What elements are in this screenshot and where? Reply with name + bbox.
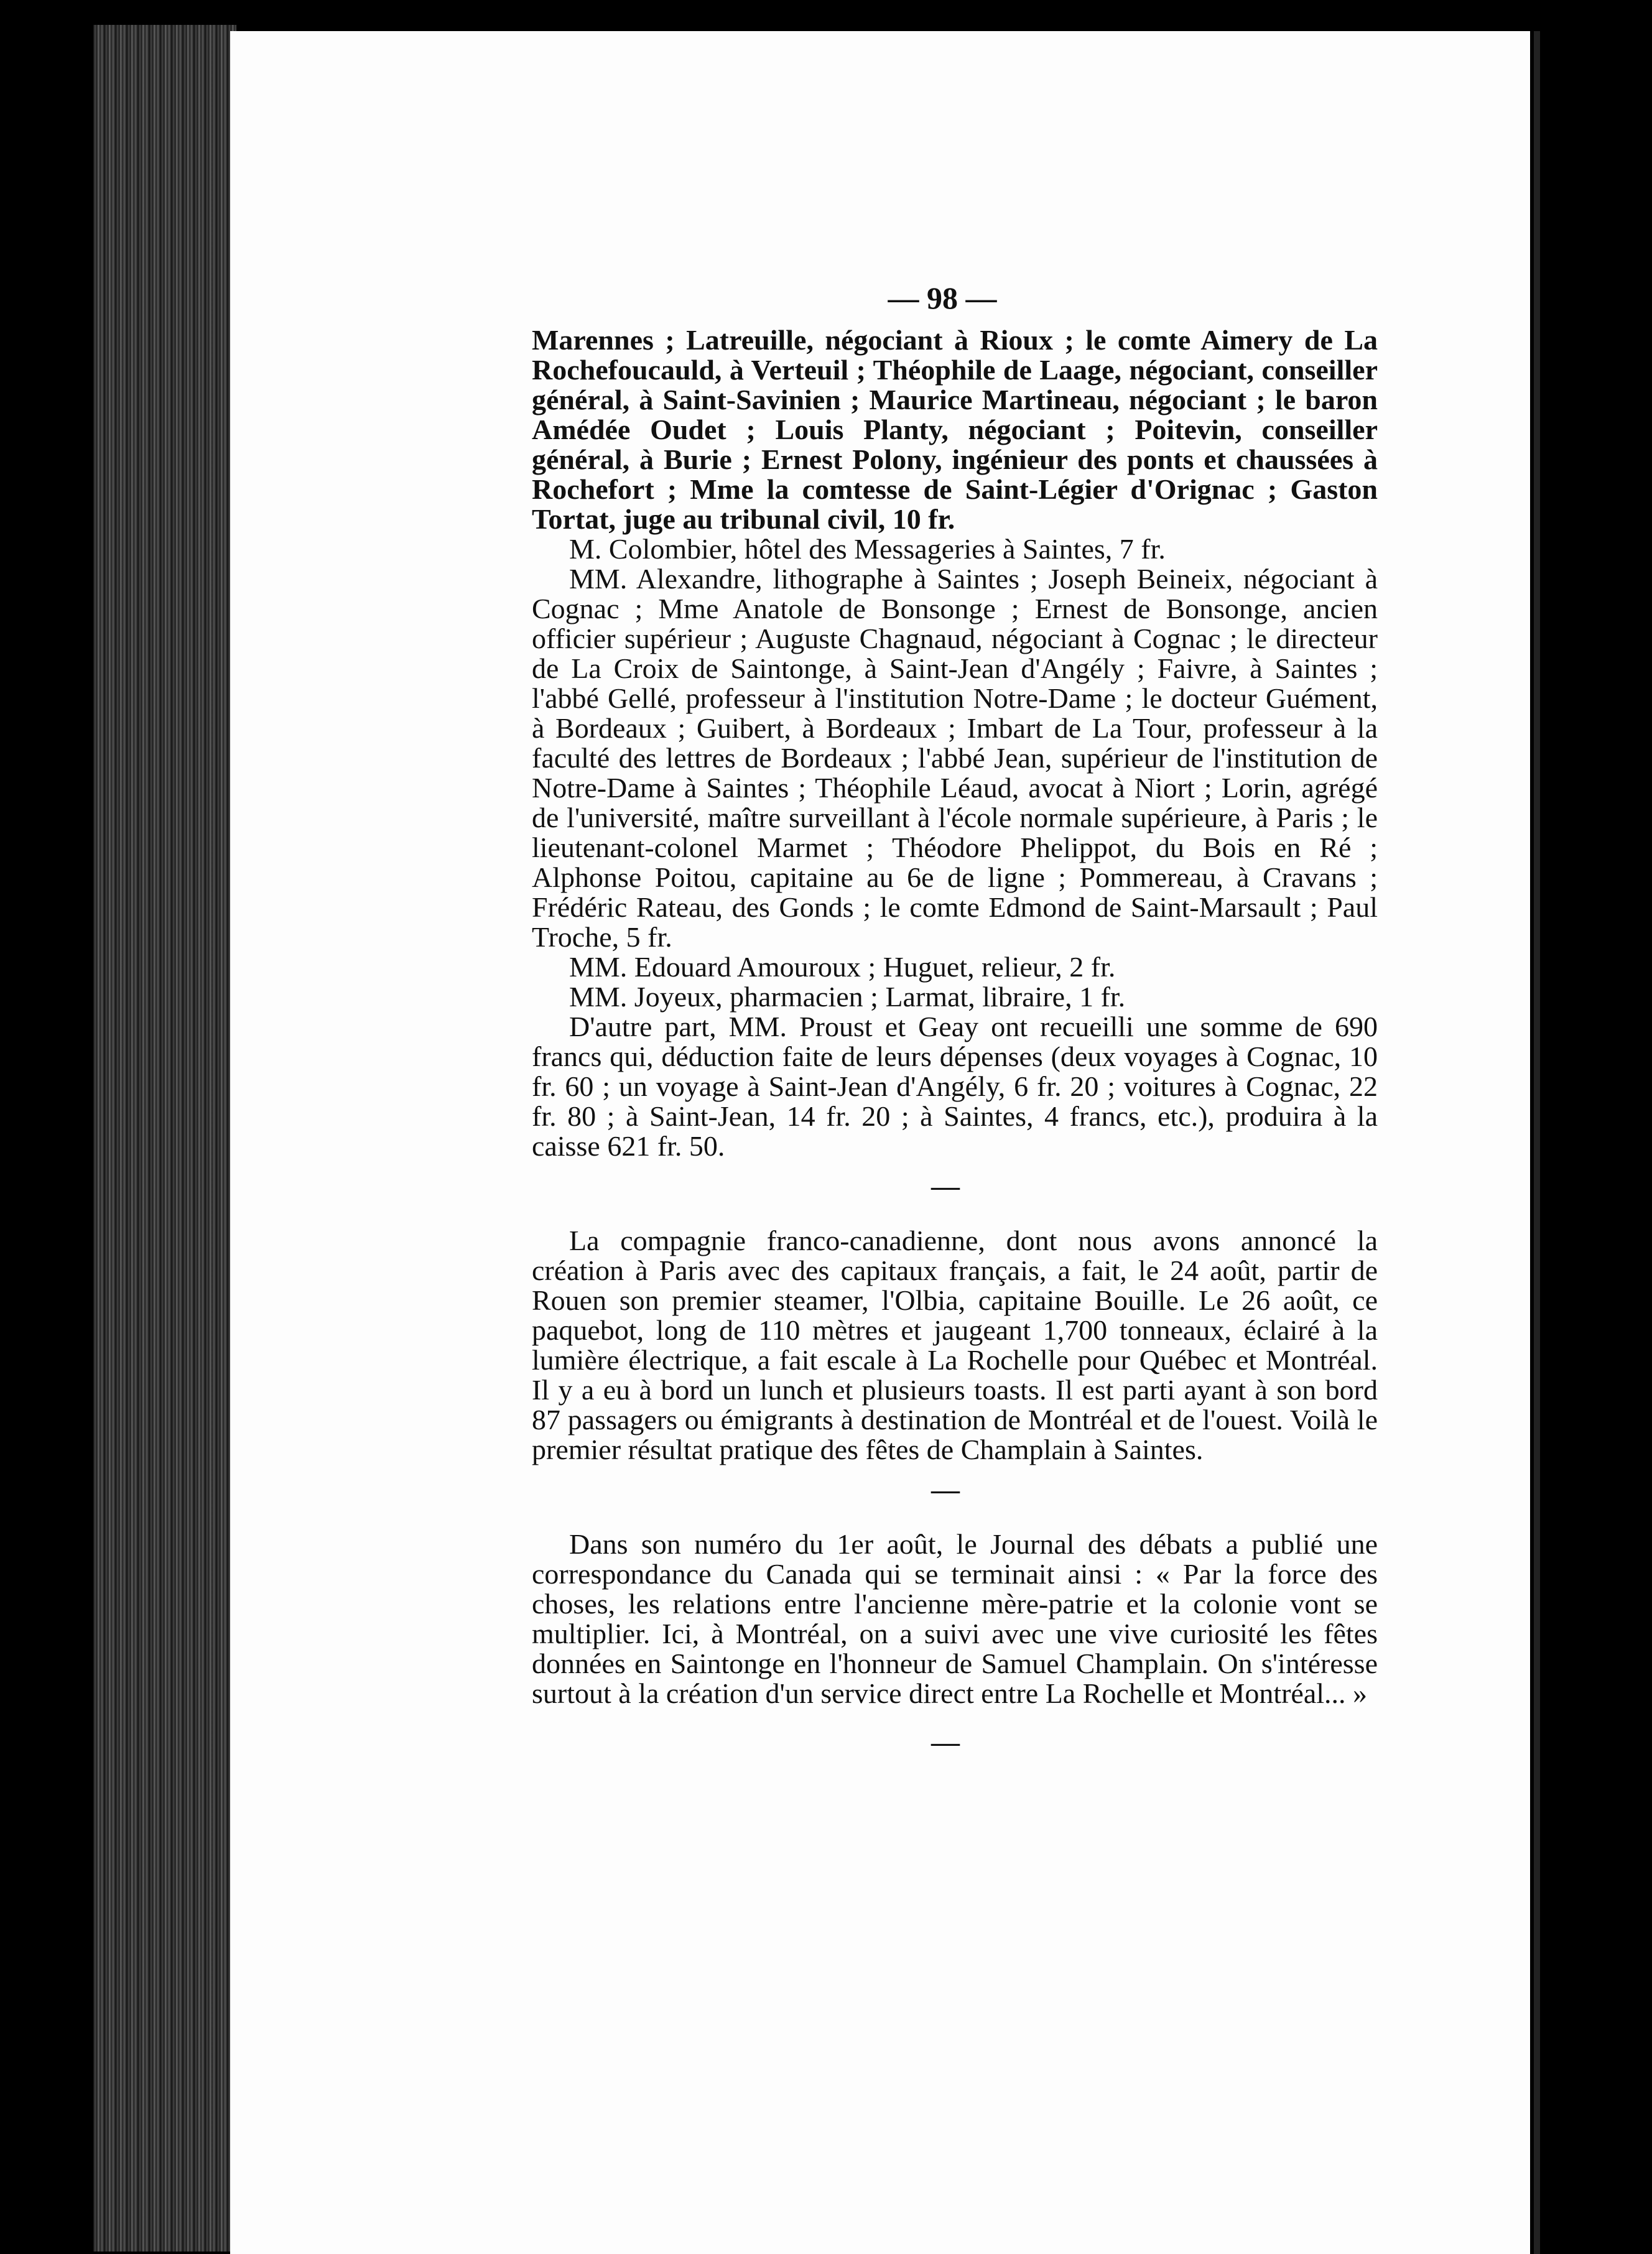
paragraph-subscribers-1fr: MM. Joyeux, pharmacien ; Larmat, libraire, 1 fr. [569, 981, 1126, 1013]
book-binding-edge [93, 25, 236, 2252]
edge-strip [1534, 31, 1540, 2254]
section-separator: — [931, 1170, 960, 1202]
page-number-header: — 98 — [888, 281, 997, 315]
paragraph-franco-canadian-company: La compagnie franco-canadienne, dont nous avons annoncé la création à Paris avec des capitaux français, a fait, le 24 août, partir de Rouen son premier steamer, l'Olbia, capitaine Bouille. Le 26 août, ce paquebot, long de 110 mètres et jaugeant 1,700 tonneaux, éclairé à la lumière électrique, a fait escale à La Rochelle pour Québec et Montréal. Il y a eu à bord un lunch et plusieurs toasts. Il est parti ayant à son bord 87 passagers ou émigrants à destination de Montréal et de l'ouest. Voilà le premier résultat pratique des fêtes de Champlain à Saintes. [532, 1225, 1378, 1465]
section-separator: — [931, 1726, 960, 1758]
paragraph-colombier: M. Colombier, hôtel des Messageries à Saintes, 7 fr. [569, 533, 1166, 565]
section-separator: — [931, 1473, 960, 1505]
right-page-edge [1530, 31, 1652, 2254]
paragraph-subscribers-2fr: MM. Edouard Amouroux ; Huguet, relieur, 2 fr. [569, 951, 1116, 983]
page-text [532, 283, 1378, 1782]
paragraph-subscribers-5fr: MM. Alexandre, lithographe à Saintes ; Joseph Beineix, négociant à Cognac ; Mme Anatole de Bonsonge ; Ernest de Bonsonge, ancien officier supérieur ; Auguste Chagnaud, négociant à Cognac ; le directeur de La Croix de Saintonge, à Saint-Jean d'Angély ; Faivre, à Saintes ; l'abbé Gellé, professeur à l'institution Notre-Dame ; le docteur Guément, à Bordeaux ; Guibert, à Bordeaux ; Imbart de La Tour, professeur à la faculté des lettres de Bordeaux ; l'abbé Jean, supérieur de l'institution de Notre-Dame à Saintes ; Théophile Léaud, avocat à Niort ; Lorin, agrégé de l'université, maître surveillant à l'école normale supérieure, à Paris ; le lieutenant-colonel Marmet ; Théodore Phelippot, du Bois en Ré ; Alphonse Poitou, capitaine au 6e de ligne ; Pommereau, à Cravans ; Frédéric Rateau, des Gonds ; le comte Edmond de Saint-Marsault ; Paul Troche, 5 fr. [532, 563, 1378, 953]
paragraph-proust-geay: D'autre part, MM. Proust et Geay ont recueilli une somme de 690 francs qui, déduction faite de leurs dépenses (deux voyages à Cognac, 10 fr. 60 ; un voyage à Saint-Jean d'Angély, 6 fr. 20 ; voitures à Cognac, 22 fr. 80 ; à Saint-Jean, 14 fr. 20 ; à Saintes, 4 francs, etc.), produira à la caisse 621 fr. 50. [532, 1011, 1378, 1162]
paragraph-journal-des-debats: Dans son numéro du 1er août, le Journal des débats a publié une correspondance du Canada qui se terminait ainsi : « Par la force des choses, les relations entre l'ancienne mère-patrie et la colonie vont se multiplier. Ici, à Montréal, on a suivi avec une vive curiosité les fêtes données en Saintonge en l'honneur de Samuel Champlain. On s'intéresse surtout à la création d'un service direct entre La Rochelle et Montréal... » [532, 1528, 1378, 1709]
paragraph-subscribers-continued: Marennes ; Latreuille, négociant à Rioux ; le comte Aimery de La Rochefoucauld, à Verteuil ; Théophile de Laage, négociant, conseiller général, à Saint-Savinien ; Maurice Martineau, négociant ; le baron Amédée Oudet ; Louis Planty, négociant ; Poitevin, conseiller général, à Burie ; Ernest Polony, ingénieur des ponts et chaussées à Rochefort ; Mme la comtesse de Saint-Légier d'Orignac ; Gaston Tortat, juge au tribunal civil, 10 fr. [532, 324, 1378, 535]
